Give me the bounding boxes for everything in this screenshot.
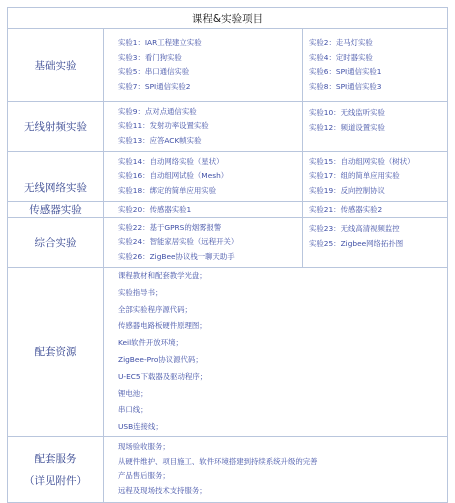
experiment-item: 实验19：反向控制协议 [309,185,385,195]
experiment-item: 实验5：串口通信实验 [118,67,190,76]
resource-item: 传感器电路板硬件原理图； [118,321,207,331]
experiment-item: 实验21：传感器实验2 [309,205,383,214]
experiment-item: 实验17：组的简单应用实验 [309,171,400,181]
experiment-item: 实验14：自动网络实验（星状） [118,156,224,166]
section-row-network [8,152,448,202]
experiment-item: 实验11：发射功率设置实验 [118,121,209,131]
experiment-item: 实验10：无线监听实验 [309,108,385,117]
right-items-integrated [303,218,448,268]
category-services [8,436,104,502]
service-item: 从硬件维护、项目施工、软件环境搭建到持续系统升级的完善 [118,456,318,466]
experiment-item: 实验1：IAR工程建立实验 [118,38,202,47]
resource-item: 实验指导书； [118,287,163,297]
category-network: 无线网络实验 [8,152,104,202]
section-row-resources [8,268,448,437]
section-row-rf [8,102,448,152]
left-items-sensor [104,202,303,218]
section-row-services [8,436,448,502]
category-integrated: 综合实验 [8,218,104,268]
right-items-sensor [303,202,448,218]
service-item: 产品售后服务； [118,471,170,481]
experiment-item: 实验4：定时器实验 [309,52,373,62]
left-items-rf [104,102,303,152]
resource-item: U-EC5下载器及驱动程序； [118,371,208,381]
resources-list [104,268,448,437]
left-items-network [104,152,303,202]
experiment-item: 实验12：频道设置实验 [309,122,385,132]
resource-item: Keil软件开放环境； [118,338,183,348]
resource-item: USB连接线； [118,422,163,432]
experiment-item: 实验18：绑定的简单应用实验 [118,185,217,195]
experiment-item: 实验9：点对点通信实验 [118,106,197,116]
category-rf: 无线射频实验 [8,102,104,152]
service-item: 远程及现场技术支持服务； [118,486,207,496]
right-items-rf [303,102,448,152]
section-row-integrated [8,218,448,268]
experiment-item: 实验26：ZigBee协议栈一聊天助手 [118,251,235,261]
category-sensor: 传感器实验 [8,202,104,218]
experiment-item: 实验8：SPI通信实验3 [309,81,382,91]
course-table-container [7,7,447,495]
left-items-basic [104,29,303,102]
resource-item: 锂电池； [118,388,148,398]
experiment-item: 实验7：SPI通信实验2 [118,81,191,91]
resource-item: 全部实验程序源代码； [118,304,192,314]
course-table [7,7,448,503]
experiment-item: 实验2：走马灯实验 [309,38,373,47]
category-services-subtitle: （详见附件） [24,474,87,487]
section-row-sensor [8,202,448,218]
experiment-item: 实验3：看门狗实验 [118,52,182,62]
right-items-network [303,152,448,202]
category-services-title: 配套服务 [34,452,77,465]
service-item: 现场验收服务； [118,442,170,452]
category-resources: 配套资源 [8,268,104,437]
resource-item: ZigBee-Pro协议源代码； [118,354,203,364]
experiment-item: 实验16：自动组网试验（Mesh） [118,171,229,181]
experiment-item: 实验24：智能家居实验（远程开关） [118,237,239,247]
resource-item: 课程教材和配套教学光盘； [118,271,207,280]
experiment-item: 实验15：自动组网实验（树状） [309,156,415,166]
services-list [104,436,448,502]
table-title: 课程&实验项目 [8,8,448,29]
section-row-basic [8,29,448,102]
experiment-item: 实验22：基于GPRS的烟雾报警 [118,222,222,232]
experiment-item: 实验20：传感器实验1 [118,205,192,214]
left-items-integrated [104,218,303,268]
category-basic: 基础实验 [8,29,104,102]
right-items-basic [303,29,448,102]
table-title-row [8,8,448,29]
resource-item: 串口线； [118,405,148,415]
experiment-item: 实验23：无线高清视频监控 [309,224,400,233]
experiment-item: 实验13：应答ACK帧实验 [118,135,202,145]
experiment-item: 实验25：Zigbee网络拓扑图 [309,238,404,248]
experiment-item: 实验6：SPI通信实验1 [309,67,382,76]
